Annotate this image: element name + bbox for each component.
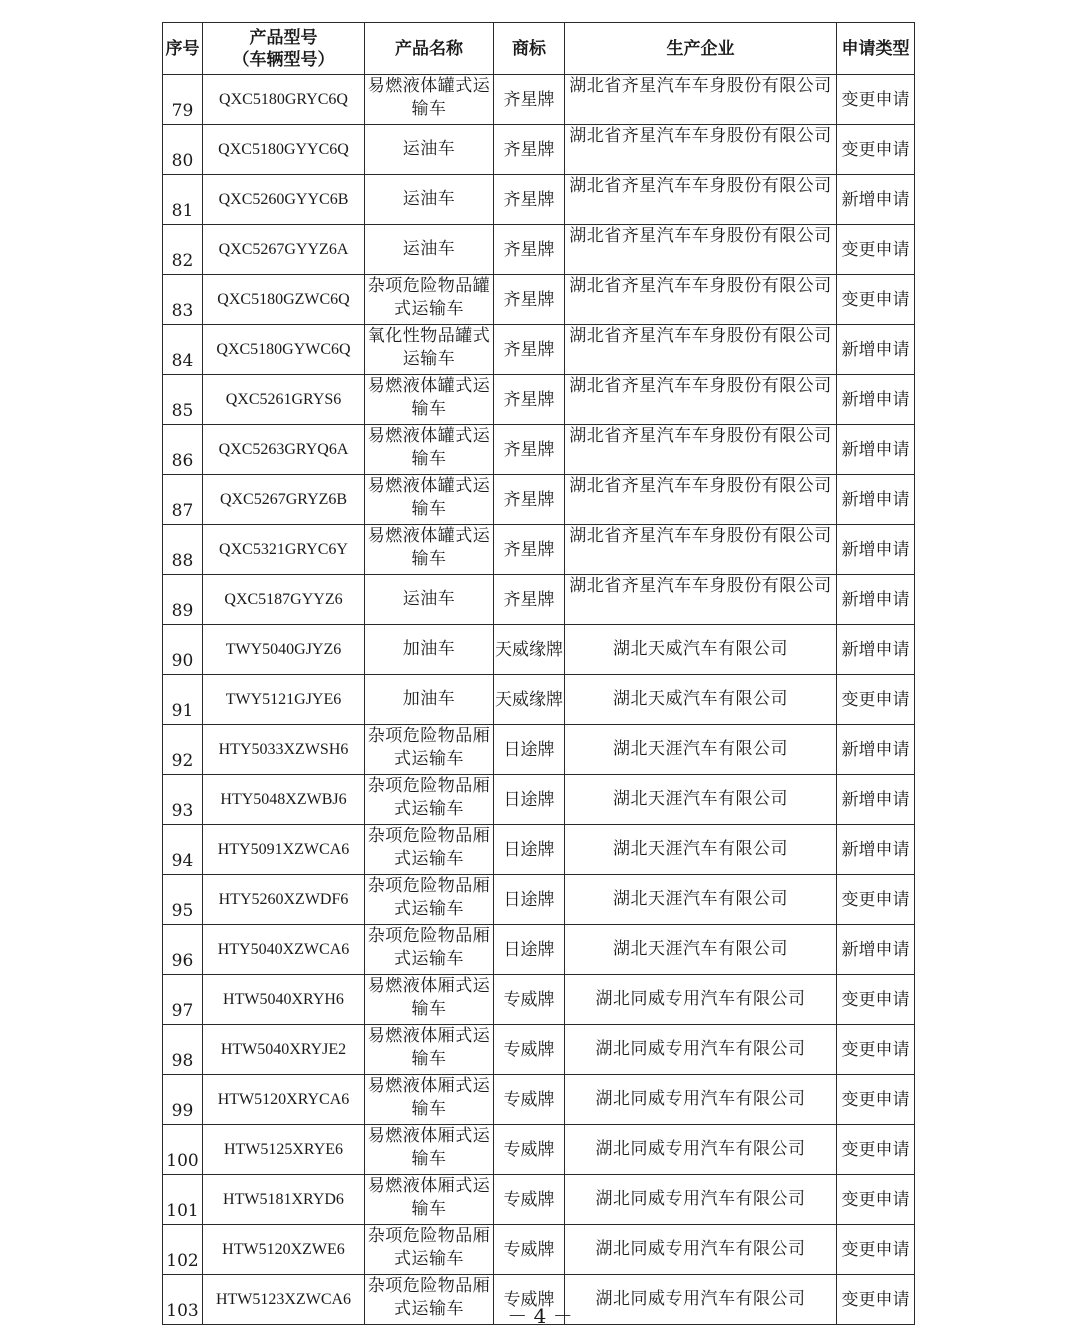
cell-seq: 91 [163,675,203,725]
table-row [163,425,915,475]
table-row [163,475,915,525]
cell-company: 湖北天涯汽车有限公司 [565,725,837,775]
cell-company: 湖北天涯汽车有限公司 [565,925,837,975]
table-row [163,75,915,125]
cell-company: 湖北省齐星汽车车身股份有限公司 [565,75,837,125]
cell-model: HTW5120XRYCA6 [203,1075,365,1125]
cell-seq: 102 [163,1225,203,1275]
cell-product-name: 运油车 [365,125,494,175]
cell-model: QXC5180GRYC6Q [203,75,365,125]
cell-seq: 82 [163,225,203,275]
cell-product-name: 杂项危险物品厢式运输车 [365,725,494,775]
table-row [163,875,915,925]
table-row [163,1025,915,1075]
cell-brand: 齐星牌 [494,475,565,525]
table-row [163,175,915,225]
cell-model: QXC5180GYYC6Q [203,125,365,175]
table-row [163,825,915,875]
cell-brand: 天威缘牌 [494,625,565,675]
cell-seq: 97 [163,975,203,1025]
cell-application-type: 新增申请 [837,725,915,775]
cell-brand: 齐星牌 [494,75,565,125]
cell-application-type: 新增申请 [837,475,915,525]
cell-product-name: 易燃液体罐式运输车 [365,525,494,575]
cell-brand: 天威缘牌 [494,675,565,725]
cell-application-type: 变更申请 [837,1075,915,1125]
cell-brand: 专威牌 [494,1225,565,1275]
cell-model: HTY5048XZWBJ6 [203,775,365,825]
cell-seq: 92 [163,725,203,775]
header-seq: 序号 [163,23,203,75]
cell-product-name: 易燃液体罐式运输车 [365,475,494,525]
cell-model: TWY5040GJYZ6 [203,625,365,675]
cell-application-type: 新增申请 [837,775,915,825]
cell-product-name: 杂项危险物品厢式运输车 [365,875,494,925]
cell-seq: 79 [163,75,203,125]
cell-brand: 日途牌 [494,825,565,875]
cell-model: QXC5267GRYZ6B [203,475,365,525]
cell-product-name: 杂项危险物品厢式运输车 [365,775,494,825]
cell-application-type: 新增申请 [837,925,915,975]
cell-product-name: 杂项危险物品厢式运输车 [365,1225,494,1275]
cell-model: QXC5180GYWC6Q [203,325,365,375]
cell-company: 湖北同威专用汽车有限公司 [565,975,837,1025]
cell-application-type: 新增申请 [837,525,915,575]
cell-brand: 齐星牌 [494,175,565,225]
cell-application-type: 变更申请 [837,1025,915,1075]
cell-application-type: 变更申请 [837,675,915,725]
cell-application-type: 变更申请 [837,1275,915,1325]
cell-product-name: 杂项危险物品厢式运输车 [365,1275,494,1325]
cell-seq: 85 [163,375,203,425]
cell-application-type: 变更申请 [837,1225,915,1275]
header-name: 产品名称 [365,23,494,75]
cell-model: HTW5125XRYE6 [203,1125,365,1175]
cell-model: HTW5040XRYJE2 [203,1025,365,1075]
cell-brand: 日途牌 [494,725,565,775]
table-row [163,675,915,725]
cell-model: HTW5123XZWCA6 [203,1275,365,1325]
cell-application-type: 变更申请 [837,875,915,925]
cell-brand: 齐星牌 [494,125,565,175]
cell-product-name: 加油车 [365,625,494,675]
header-type: 申请类型 [837,23,915,75]
cell-product-name: 加油车 [365,675,494,725]
cell-company: 湖北省齐星汽车车身股份有限公司 [565,125,837,175]
table-row [163,975,915,1025]
cell-company: 湖北省齐星汽车车身股份有限公司 [565,375,837,425]
table-header-row [163,23,915,75]
cell-model: QXC5187GYYZ6 [203,575,365,625]
cell-company: 湖北省齐星汽车车身股份有限公司 [565,425,837,475]
table-row [163,275,915,325]
cell-model: HTY5091XZWCA6 [203,825,365,875]
cell-model: HTY5260XZWDF6 [203,875,365,925]
cell-product-name: 杂项危险物品厢式运输车 [365,825,494,875]
table-row [163,1125,915,1175]
cell-seq: 83 [163,275,203,325]
cell-application-type: 变更申请 [837,125,915,175]
cell-seq: 87 [163,475,203,525]
cell-seq: 103 [163,1275,203,1325]
cell-model: QXC5321GRYC6Y [203,525,365,575]
cell-brand: 齐星牌 [494,375,565,425]
cell-seq: 81 [163,175,203,225]
cell-brand: 专威牌 [494,1025,565,1075]
cell-application-type: 新增申请 [837,325,915,375]
table-row [163,775,915,825]
cell-brand: 专威牌 [494,1275,565,1325]
cell-company: 湖北省齐星汽车车身股份有限公司 [565,475,837,525]
cell-company: 湖北同威专用汽车有限公司 [565,1275,837,1325]
cell-seq: 84 [163,325,203,375]
cell-company: 湖北天涯汽车有限公司 [565,875,837,925]
header-model-line2: （车辆型号） [232,49,335,70]
cell-seq: 80 [163,125,203,175]
cell-company: 湖北天威汽车有限公司 [565,625,837,675]
cell-seq: 88 [163,525,203,575]
cell-brand: 齐星牌 [494,325,565,375]
table-row [163,1075,915,1125]
cell-seq: 100 [163,1125,203,1175]
cell-product-name: 杂项危险物品罐式运输车 [365,275,494,325]
cell-company: 湖北同威专用汽车有限公司 [565,1125,837,1175]
cell-model: QXC5260GYYC6B [203,175,365,225]
page-number: － 4 － [507,1304,573,1328]
cell-company: 湖北省齐星汽车车身股份有限公司 [565,225,837,275]
cell-brand: 专威牌 [494,975,565,1025]
table-row [163,125,915,175]
cell-product-name: 运油车 [365,225,494,275]
table-row [163,625,915,675]
cell-product-name: 易燃液体厢式运输车 [365,1125,494,1175]
cell-application-type: 变更申请 [837,275,915,325]
cell-product-name: 氧化性物品罐式运输车 [365,325,494,375]
cell-company: 湖北省齐星汽车车身股份有限公司 [565,525,837,575]
cell-product-name: 杂项危险物品厢式运输车 [365,925,494,975]
table-row [163,375,915,425]
cell-company: 湖北天涯汽车有限公司 [565,775,837,825]
cell-product-name: 易燃液体厢式运输车 [365,1175,494,1225]
cell-company: 湖北天威汽车有限公司 [565,675,837,725]
cell-company: 湖北同威专用汽车有限公司 [565,1175,837,1225]
vehicle-product-table [162,22,915,1325]
cell-product-name: 易燃液体罐式运输车 [365,375,494,425]
cell-application-type: 新增申请 [837,425,915,475]
cell-seq: 94 [163,825,203,875]
cell-application-type: 新增申请 [837,625,915,675]
cell-application-type: 新增申请 [837,825,915,875]
cell-brand: 齐星牌 [494,525,565,575]
cell-brand: 专威牌 [494,1075,565,1125]
cell-seq: 99 [163,1075,203,1125]
cell-brand: 日途牌 [494,925,565,975]
cell-company: 湖北同威专用汽车有限公司 [565,1025,837,1075]
cell-application-type: 变更申请 [837,1125,915,1175]
cell-seq: 86 [163,425,203,475]
table-row [163,575,915,625]
cell-brand: 专威牌 [494,1175,565,1225]
cell-company: 湖北省齐星汽车车身股份有限公司 [565,325,837,375]
cell-brand: 专威牌 [494,1125,565,1175]
cell-brand: 齐星牌 [494,275,565,325]
table-body [163,75,915,1325]
cell-brand: 日途牌 [494,875,565,925]
cell-model: HTY5040XZWCA6 [203,925,365,975]
cell-model: HTW5120XZWE6 [203,1225,365,1275]
cell-company: 湖北同威专用汽车有限公司 [565,1225,837,1275]
cell-seq: 95 [163,875,203,925]
cell-application-type: 新增申请 [837,375,915,425]
table-row [163,725,915,775]
cell-seq: 90 [163,625,203,675]
cell-company: 湖北省齐星汽车车身股份有限公司 [565,575,837,625]
cell-model: HTY5033XZWSH6 [203,725,365,775]
cell-seq: 101 [163,1175,203,1225]
cell-application-type: 变更申请 [837,1175,915,1225]
table-row [163,1175,915,1225]
cell-product-name: 运油车 [365,175,494,225]
cell-company: 湖北同威专用汽车有限公司 [565,1075,837,1125]
cell-seq: 93 [163,775,203,825]
table-row [163,1225,915,1275]
header-model [203,23,365,75]
cell-seq: 89 [163,575,203,625]
cell-model: TWY5121GJYE6 [203,675,365,725]
cell-brand: 齐星牌 [494,575,565,625]
cell-application-type: 新增申请 [837,175,915,225]
cell-model: QXC5180GZWC6Q [203,275,365,325]
cell-model: HTW5040XRYH6 [203,975,365,1025]
table-row [163,225,915,275]
cell-application-type: 变更申请 [837,975,915,1025]
cell-brand: 齐星牌 [494,225,565,275]
cell-product-name: 运油车 [365,575,494,625]
cell-product-name: 易燃液体罐式运输车 [365,75,494,125]
table-row [163,325,915,375]
cell-product-name: 易燃液体罐式运输车 [365,425,494,475]
table-row [163,925,915,975]
cell-application-type: 变更申请 [837,225,915,275]
cell-product-name: 易燃液体厢式运输车 [365,1025,494,1075]
cell-seq: 98 [163,1025,203,1075]
header-brand: 商标 [494,23,565,75]
header-model-line1: 产品型号 [249,27,318,48]
cell-company: 湖北天涯汽车有限公司 [565,825,837,875]
cell-application-type: 变更申请 [837,75,915,125]
header-company: 生产企业 [565,23,837,75]
cell-model: QXC5261GRYS6 [203,375,365,425]
cell-model: HTW5181XRYD6 [203,1175,365,1225]
cell-company: 湖北省齐星汽车车身股份有限公司 [565,275,837,325]
table-row [163,525,915,575]
cell-seq: 96 [163,925,203,975]
cell-product-name: 易燃液体厢式运输车 [365,975,494,1025]
cell-model: QXC5267GYYZ6A [203,225,365,275]
cell-company: 湖北省齐星汽车车身股份有限公司 [565,175,837,225]
cell-model: QXC5263GRYQ6A [203,425,365,475]
cell-application-type: 新增申请 [837,575,915,625]
cell-brand: 日途牌 [494,775,565,825]
cell-product-name: 易燃液体厢式运输车 [365,1075,494,1125]
cell-brand: 齐星牌 [494,425,565,475]
